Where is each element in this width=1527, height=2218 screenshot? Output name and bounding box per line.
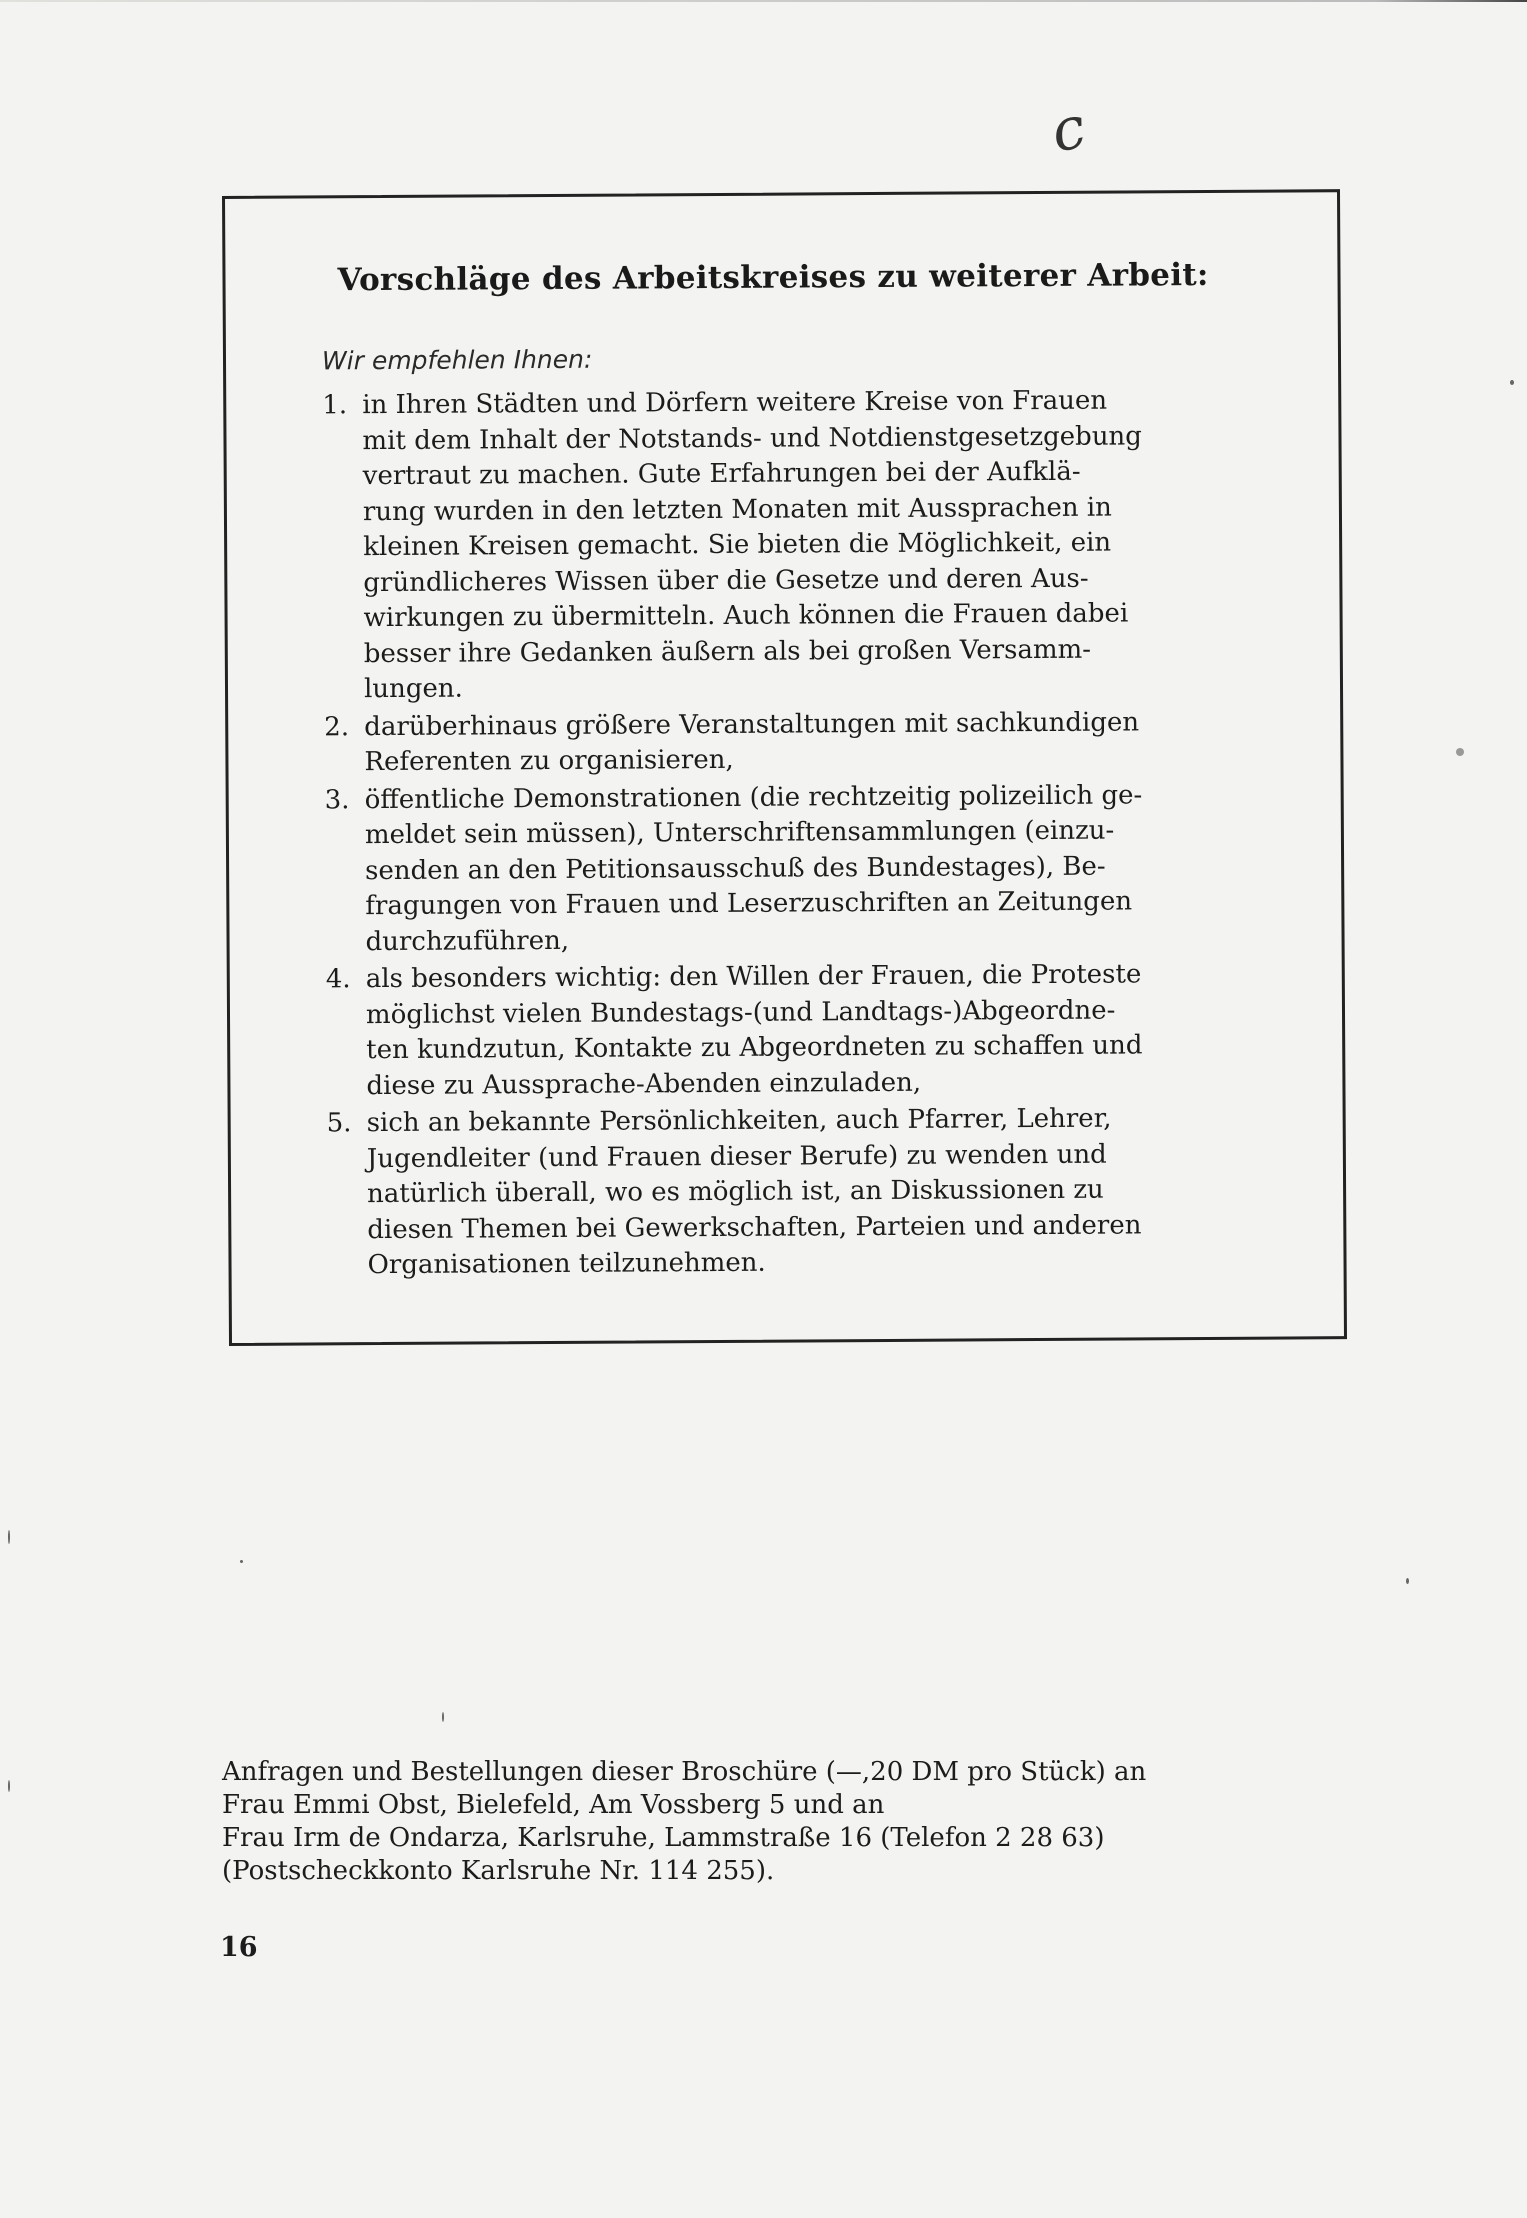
proposal-text-line: als besonders wichtig: den Willen der Frauen, die Proteste [365, 959, 1142, 995]
proposals-box [222, 189, 1347, 1346]
order-info [222, 1756, 1146, 1888]
proposal-text-line: fragungen von Frauen und Leserzuschriften an Zeitungen [365, 886, 1133, 922]
order-info-line: Frau Emmi Obst, Bielefeld, Am Vossberg 5 und an [222, 1790, 885, 1820]
scan-speck [1510, 380, 1514, 385]
page-number: 16 [220, 1932, 258, 1963]
proposal-text-line: Organisationen teilzunehmen. [367, 1247, 766, 1281]
order-info-line: (Postscheckkonto Karlsruhe Nr. 114 255). [222, 1856, 775, 1886]
proposal-text-line: Jugendleiter (und Frauen dieser Berufe) zu wenden und [366, 1139, 1107, 1174]
proposal-number: 1. [322, 390, 348, 421]
proposal-item [322, 383, 1284, 708]
page-top-edge [0, 0, 1527, 2]
order-info-line: Anfragen und Bestellungen dieser Broschüre (—,20 DM pro Stück) an [222, 1757, 1147, 1787]
proposal-text-line: wirkungen zu übermitteln. Auch können die Frauen dabei [363, 598, 1129, 634]
proposal-text-line: kleinen Kreisen gemacht. Sie bieten die Möglichkeit, ein [363, 527, 1112, 563]
proposal-text-line: diese zu Aussprache-Abenden einzuladen, [366, 1067, 922, 1101]
proposal-text-line: öffentliche Demonstrationen (die rechtzeitig polizeilich ge- [364, 779, 1143, 815]
proposal-text-line: in Ihren Städten und Dörfern weitere Kreise von Frauen [362, 385, 1108, 421]
proposal-text-line: besser ihre Gedanken äußern als bei großen Versamm- [363, 634, 1092, 669]
proposal-number: 4. [325, 964, 351, 995]
proposal-item [324, 704, 1284, 781]
proposal-text-line: diesen Themen bei Gewerkschaften, Parteien und anderen [367, 1209, 1142, 1245]
proposal-item [327, 1101, 1288, 1284]
scan-speck [1456, 748, 1464, 756]
proposal-text-line: sich an bekannte Persönlichkeiten, auch Pfarrer, Lehrer, [366, 1103, 1112, 1139]
proposal-text-line: durchzuführen, [365, 925, 570, 957]
proposal-text-line: gründlicheres Wissen über die Gesetze und deren Aus- [363, 563, 1089, 598]
proposal-number: 5. [326, 1108, 352, 1139]
proposal-text-line: ten kundzutun, Kontakte zu Abgeordneten zu schaffen und [366, 1030, 1143, 1066]
proposal-text-line: meldet sein müssen), Unterschriftensammlungen (einzu- [364, 815, 1115, 851]
proposal-text-line: mit dem Inhalt der Notstands- und Notdienstgesetzgebung [362, 420, 1142, 456]
proposal-text-line: rung wurden in den letzten Monaten mit Aussprachen in [362, 492, 1112, 527]
proposal-text-line: möglichst vielen Bundestags-(und Landtags-)Abgeordne- [365, 995, 1116, 1030]
proposals-list [322, 383, 1287, 1286]
order-info-line: Frau Irm de Ondarza, Karlsruhe, Lammstraße 16 (Telefon 2 28 63) [222, 1823, 1105, 1853]
proposals-title: Vorschläge des Arbeitskreises zu weiterer Arbeit: [337, 256, 1209, 299]
proposal-number: 3. [324, 784, 350, 815]
proposal-item [325, 777, 1286, 960]
proposal-text-line: senden an den Petitionsausschuß des Bundestages), Be- [365, 851, 1106, 886]
scan-speck [8, 1780, 10, 1792]
proposal-number: 2. [324, 711, 350, 742]
proposal-text-line: vertraut zu machen. Gute Erfahrungen bei der Aufklä- [362, 456, 1081, 492]
proposal-text-line: natürlich überall, wo es möglich ist, an Diskussionen zu [367, 1174, 1104, 1210]
proposal-item [326, 957, 1287, 1105]
handwritten-mark: c [1045, 92, 1092, 166]
proposal-text-line: lungen. [363, 673, 463, 705]
proposals-intro: Wir empfehlen Ihnen: [321, 344, 593, 376]
scan-speck [442, 1712, 444, 1722]
proposal-text-line: Referenten zu organisieren, [364, 744, 734, 778]
proposal-text-line: darüberhinaus größere Veranstaltungen mit sachkundigen [364, 706, 1140, 742]
scan-speck [1406, 1578, 1409, 1584]
scan-speck [240, 1560, 243, 1563]
scan-speck [8, 1530, 10, 1544]
